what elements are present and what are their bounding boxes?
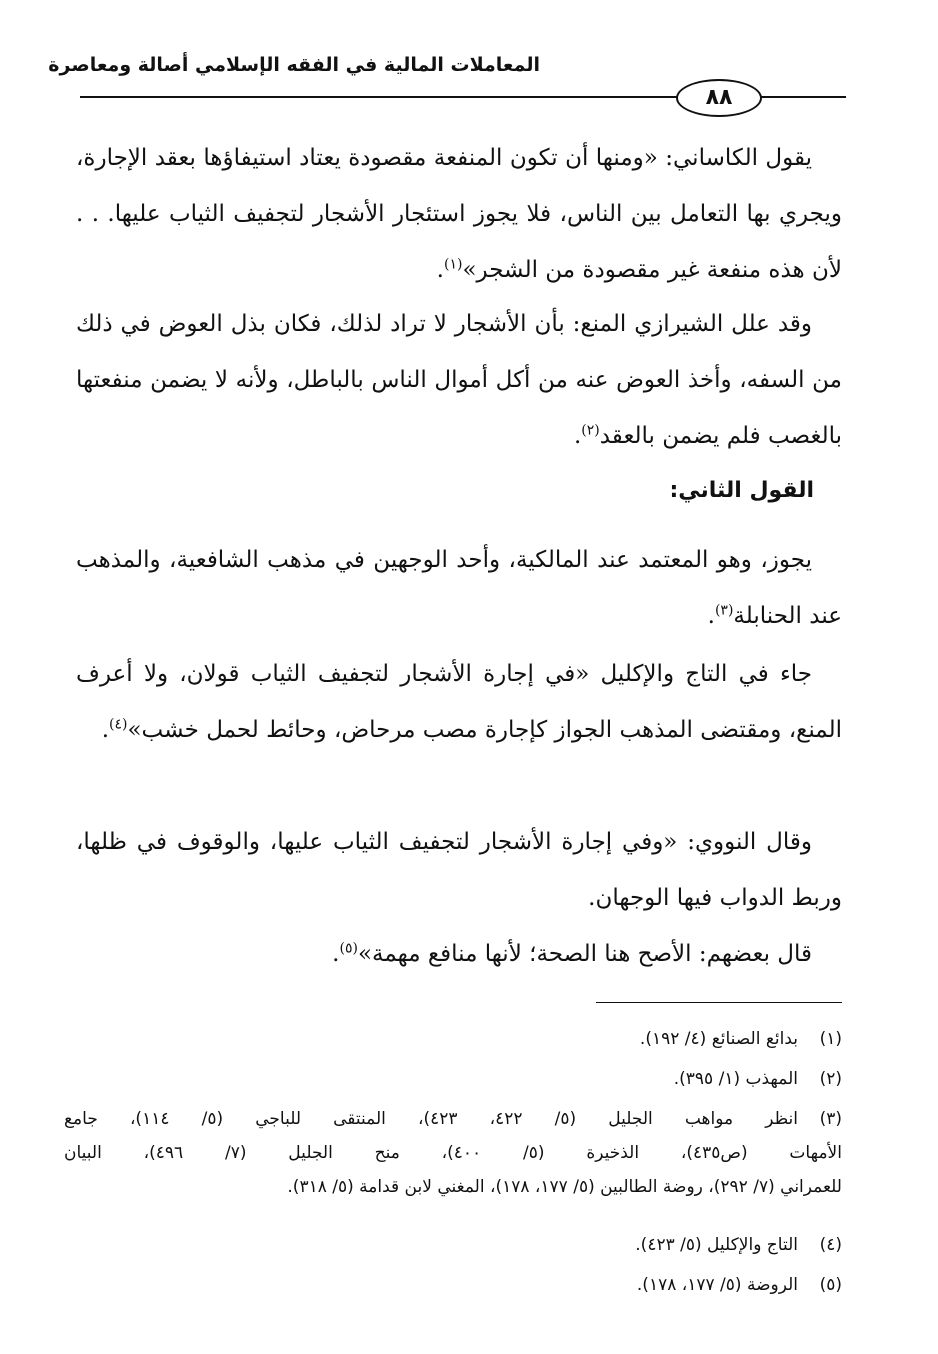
paragraph-text: يقول الكاساني: «ومنها أن تكون المنفعة مقصودة يعتاد استيفاؤها بعقد الإجارة، ويجري بها التعامل بين الناس، فلا يجوز استئجار الأشجار لتجفيف الثياب عليها. . . لأن هذه منفعة غير مقصودة من الشجر»: [76, 145, 842, 283]
paragraph-text: يجوز، وهو المعتمد عند المالكية، وأحد الوجهين في مذهب الشافعية، والمذهب عند الحنابلة: [76, 547, 842, 629]
footnote-ref: (٤): [109, 716, 128, 733]
footnote-5: [64, 1268, 842, 1302]
footnote-ref: (٣): [714, 602, 734, 619]
paragraph-second-opinion: [76, 532, 842, 644]
paragraph-tail: .: [436, 257, 444, 283]
footnote-ref: (١): [443, 256, 463, 273]
footnote-text: بدائع الصنائع (٤/ ١٩٢).: [639, 1029, 798, 1049]
paragraph-nawawi: [76, 814, 842, 926]
footnote-2: [64, 1062, 842, 1096]
paragraph-tail: .: [101, 717, 110, 743]
paragraph-tail: .: [332, 941, 340, 967]
footnote-ref: (٢): [581, 422, 600, 439]
footnote-text: الروضة (٥/ ١٧٧، ١٧٨).: [636, 1275, 798, 1295]
footnote-number: (٣): [819, 1109, 842, 1129]
paragraph-kasani: [76, 130, 842, 298]
paragraph-some-said: [76, 926, 842, 982]
footnote-text: انظر مواهب الجليل (٥/ ٤٢٢، ٤٢٣)، المنتقى للباجي (٥/ ١١٤)، جامع: [64, 1109, 798, 1129]
paragraph-tail: .: [573, 423, 582, 449]
footnote-line: [64, 1102, 842, 1136]
paragraph-text: قال بعضهم: الأصح هنا الصحة؛ لأنها منافع مهمة»: [357, 941, 812, 967]
footnote-1: [64, 1022, 842, 1056]
footnote-line: الأمهات (ص٤٣٥)، الذخيرة (٥/ ٤٠٠)، منح الجليل (٧/ ٤٩٦)، البيان: [64, 1143, 842, 1163]
footnote-number: (١): [819, 1029, 842, 1049]
paragraph-text: وقال النووي: «وفي إجارة الأشجار لتجفيف الثياب عليها، والوقوف في ظلها، وربط الدواب فيها الوجهان.: [76, 829, 842, 911]
footnote-4: [64, 1228, 842, 1262]
running-title: المعاملات المالية في الفقه الإسلامي أصالة ومعاصرة: [48, 54, 540, 76]
paragraph-taj-iklil: [76, 646, 842, 758]
footnote-text: المهذب (١/ ٣٩٥).: [673, 1069, 798, 1089]
footnote-number: (٤): [819, 1235, 842, 1255]
paragraph-text: جاء في التاج والإكليل «في إجارة الأشجار لتجفيف الثياب قولان، ولا أعرف المنع، ومقتضى المذهب الجواز كإجارة مصب مرحاض، وحائط لحمل خشب»: [76, 661, 842, 743]
footnote-number: (٥): [819, 1275, 842, 1295]
section-heading: القول الثاني:: [669, 478, 814, 503]
footnote-text: التاج والإكليل (٥/ ٤٢٣).: [635, 1235, 798, 1255]
footnote-3: [64, 1102, 842, 1204]
footnote-line: للعمراني (٧/ ٢٩٢)، روضة الطالبين (٥/ ١٧٧، ١٧٨)، المغني لابن قدامة (٥/ ٣١٨).: [287, 1177, 842, 1197]
footnote-ref: (٥): [339, 940, 358, 957]
paragraph-text: وقد علل الشيرازي المنع: بأن الأشجار لا تراد لذلك، فكان بذل العوض في ذلك من السفه، وأخذ العوض عنه من أكل أموال الناس بالباطل، ولأنه لا يضمن منفعتها بالغصب فلم يضمن بالعقد: [76, 311, 842, 449]
footnote-number: (٢): [819, 1069, 842, 1089]
paragraph-shirazi: [76, 296, 842, 464]
paragraph-tail: .: [707, 603, 715, 629]
footnote-rule: [596, 1002, 842, 1003]
page-number: ٨٨: [676, 79, 762, 117]
